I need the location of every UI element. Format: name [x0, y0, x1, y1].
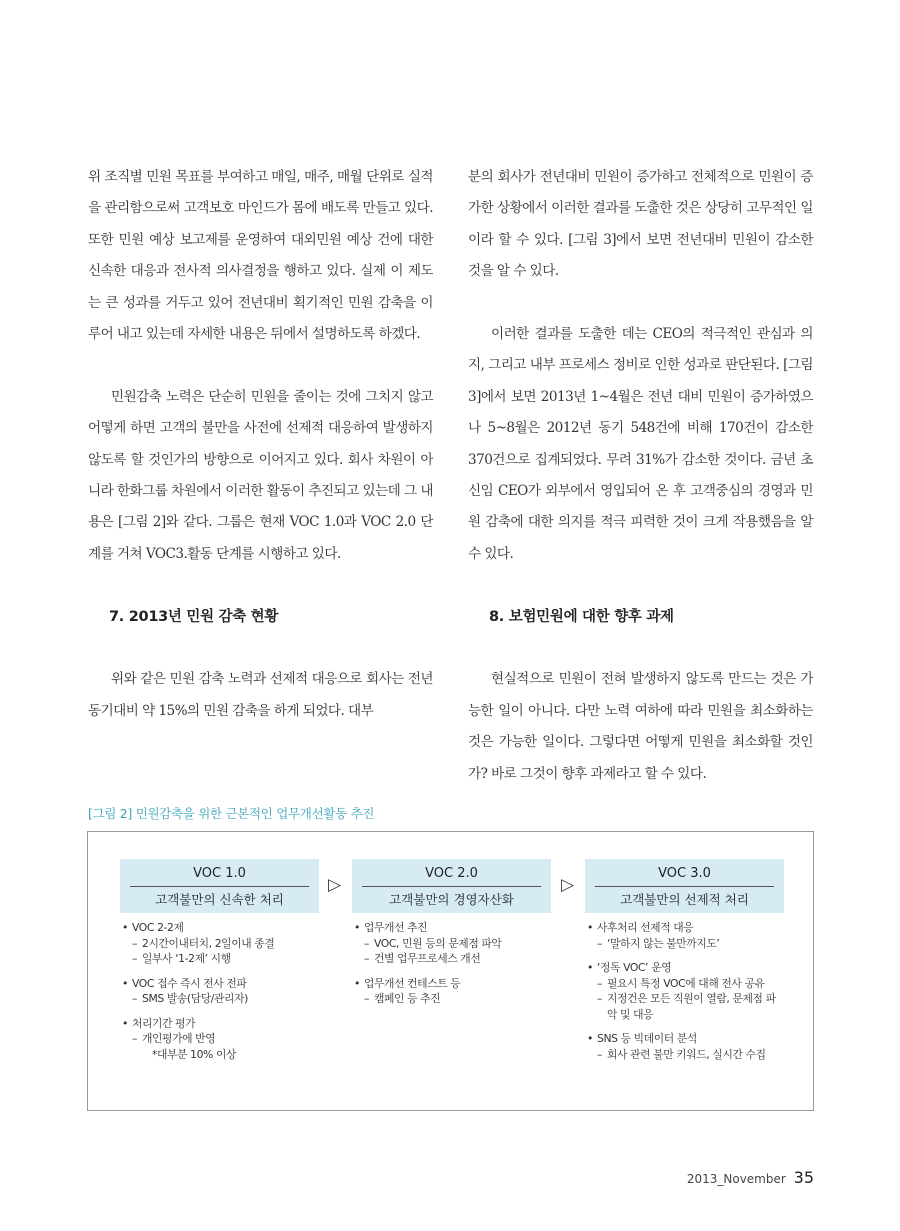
stage-subtitle: 고객불만의 선제적 처리 [620, 892, 749, 907]
stage-header [352, 859, 551, 913]
sub-item [132, 951, 319, 967]
sub-item-text: 일부사 ‘1-2제’ 시행 [142, 952, 231, 965]
stage-voc-1 [120, 859, 319, 1071]
left-paragraph-1: 위 조직별 민원 목표를 부여하고 매일, 매주, 매월 단위로 실적을 관리함으로써 고객보호 마인드가 몸에 배도록 만들고 있다. 또한 민원 예상 보고제를 운영하여 대외민원 예상 건에 대한 신속한 대응과 전사적 의사결정을 행하고 있다. 실제 이 제도는 큰 성과를 거두고 있어 전년대비 획기적인 민원 감축을 이루어 내고 있는데 자세한 내용은 뒤에서 설명하도록 하겠다. [88, 169, 433, 343]
stage-title: VOC 1.0 [193, 866, 246, 881]
dash-icon: – [597, 976, 602, 990]
sub-item [132, 936, 319, 952]
dash-icon: – [132, 952, 137, 965]
list-item [352, 920, 551, 967]
item-text: 처리기간 평가 [132, 1016, 196, 1030]
stage-title: VOC 3.0 [658, 866, 711, 881]
dash-icon: – [132, 936, 137, 950]
sub-item-text: 캠페인 등 추진 [374, 992, 441, 1005]
sub-item-text: 2시간이내터치, 2일이내 종결 [142, 936, 275, 950]
item-text: VOC 접수 즉시 전사 전파 [132, 976, 247, 990]
list-item [585, 960, 784, 1022]
right-column [468, 162, 813, 790]
sub-item [364, 951, 551, 967]
bullet-icon: • [354, 976, 360, 990]
item-text: VOC 2-2제 [132, 921, 184, 934]
right-paragraph-2: 이러한 결과를 도출한 데는 CEO의 적극적인 관심과 의지, 그리고 내부 프로세스 정비로 인한 성과로 판단된다. [그림 3]에서 보면 2013년 1~4월은 전년 대비 민원이 증가하였으나 5~8월은 2012년 동기 548건에 비해 170건이 감소한 370건으로 집계되었다. 무려 31%가 감소한 것이다. 금년 초 신임 CEO가 외부에서 영입되어 온 후 고객중심의 경영과 민원 감축에 대한 의지를 적극 피력한 것이 크게 작용했음을 알 수 있다. [468, 326, 813, 562]
right-paragraph-1: 분의 회사가 전년대비 민원이 증가하고 전체적으로 민원이 증가한 상황에서 이러한 결과를 도출한 것은 상당히 고무적인 일이라 할 수 있다. [그림 3]에서 보면 전년대비 민원이 감소한 것을 알 수 있다. [468, 169, 813, 280]
dash-icon: – [132, 992, 137, 1005]
bullet-icon: • [587, 1032, 593, 1045]
left-column [88, 162, 433, 727]
section-8-heading: 8. 보험민원에 대한 향후 과제 [489, 608, 674, 625]
list-item [120, 976, 319, 1007]
dash-icon: – [132, 1032, 137, 1045]
stage-header [120, 859, 319, 913]
figure-caption: [그림 2] 민원감축을 위한 근본적인 업무개선활동 추진 [88, 806, 375, 821]
item-text: ‘정독 VOC’ 운영 [597, 961, 672, 974]
sub-item [597, 936, 784, 952]
dash-icon: – [597, 936, 602, 950]
arrow-right-icon: ▷ [328, 875, 342, 895]
page-footer [687, 1168, 814, 1187]
bullet-icon: • [587, 961, 593, 974]
dash-icon: – [597, 1047, 602, 1061]
stage-subtitle: 고객불만의 신속한 처리 [155, 892, 284, 907]
stage-voc-2 [352, 859, 551, 1016]
dash-icon: – [364, 952, 369, 965]
sub-item-text: VOC, 민원 등의 문제점 파악 [374, 936, 502, 950]
sub-item [597, 991, 784, 1022]
sub-item-text: 회사 관련 불만 키워드, 실시간 수집 [607, 1047, 766, 1061]
left-paragraph-3: 위와 같은 민원 감축 노력과 선제적 대응으로 회사는 전년 동기대비 약 15%의 민원 감축을 하게 되었다. 대부 [88, 671, 433, 719]
item-note: *대부분 10% 이상 [152, 1047, 237, 1061]
list-item [585, 920, 784, 951]
stage-voc-3 [585, 859, 784, 1071]
sub-item-text: 건별 업무프로세스 개선 [374, 952, 481, 965]
bullet-icon: • [122, 921, 128, 934]
issue-label: 2013_November [686, 1172, 786, 1186]
item-text: 업무개선 컨테스트 등 [364, 976, 461, 990]
list-item [352, 976, 551, 1007]
stage-items [120, 920, 319, 1062]
sub-item-text: SMS 발송(담당/관리자) [142, 992, 248, 1005]
list-item [585, 1031, 784, 1062]
sub-item [597, 976, 784, 992]
sub-item-text: 지정건은 모든 직원이 열람, 문제점 파악 및 대응 [607, 992, 776, 1021]
dash-icon: – [597, 992, 602, 1005]
left-paragraph-2: 민원감축 노력은 단순히 민원을 줄이는 것에 그치지 않고 어떻게 하면 고객의 불만을 사전에 선제적 대응하여 발생하지 않도록 할 것인가의 방향으로 이어지고 있다. 회사 차원이 아니라 한화그룹 차원에서 이러한 활동이 추진되고 있는데 그 내용은 [그림 2]와 같다. 그룹은 현재 VOC 1.0과 VOC 2.0 단계를 거쳐 VOC3.활동 단계를 시행하고 있다. [88, 388, 433, 562]
stage-subtitle: 고객불만의 경영자산화 [389, 892, 514, 907]
page-number: 35 [793, 1168, 814, 1187]
bullet-icon: • [587, 921, 593, 934]
list-item [120, 920, 319, 967]
bullet-icon: • [354, 921, 360, 934]
figure-box [87, 831, 814, 1111]
stage-title: VOC 2.0 [425, 866, 478, 881]
sub-item [364, 991, 551, 1007]
right-paragraph-3: 현실적으로 민원이 전혀 발생하지 않도록 만드는 것은 가능한 일이 아니다. 다만 노력 여하에 따라 민원을 최소화하는 것은 가능한 일이다. 그렇다면 어떻게 민원을 최소화할 것인가? 바로 그것이 향후 과제라고 할 수 있다. [468, 671, 813, 782]
sub-item [132, 1031, 319, 1047]
item-text: SNS 등 빅데이터 분석 [597, 1032, 697, 1045]
bullet-icon: • [122, 1016, 128, 1030]
dash-icon: – [364, 936, 369, 950]
item-text: 사후처리 선제적 대응 [597, 921, 694, 934]
stage-header [585, 859, 784, 913]
arrow-right-icon: ▷ [561, 875, 575, 895]
bullet-icon: • [122, 976, 128, 990]
section-7-heading: 7. 2013년 민원 감축 현황 [109, 608, 279, 625]
sub-item [597, 1047, 784, 1063]
list-item [120, 1016, 319, 1063]
stage-items [352, 920, 551, 1007]
sub-item-text: 필요시 특정 VOC에 대해 전사 공유 [607, 976, 765, 990]
sub-item [364, 936, 551, 952]
item-text: 업무개선 추진 [364, 921, 428, 934]
stage-items [585, 920, 784, 1062]
sub-item-text: 개인평가에 반영 [142, 1032, 216, 1045]
sub-item [132, 991, 319, 1007]
dash-icon: – [364, 992, 369, 1005]
sub-item-text: ‘말하지 않는 불만까지도’ [607, 936, 720, 950]
